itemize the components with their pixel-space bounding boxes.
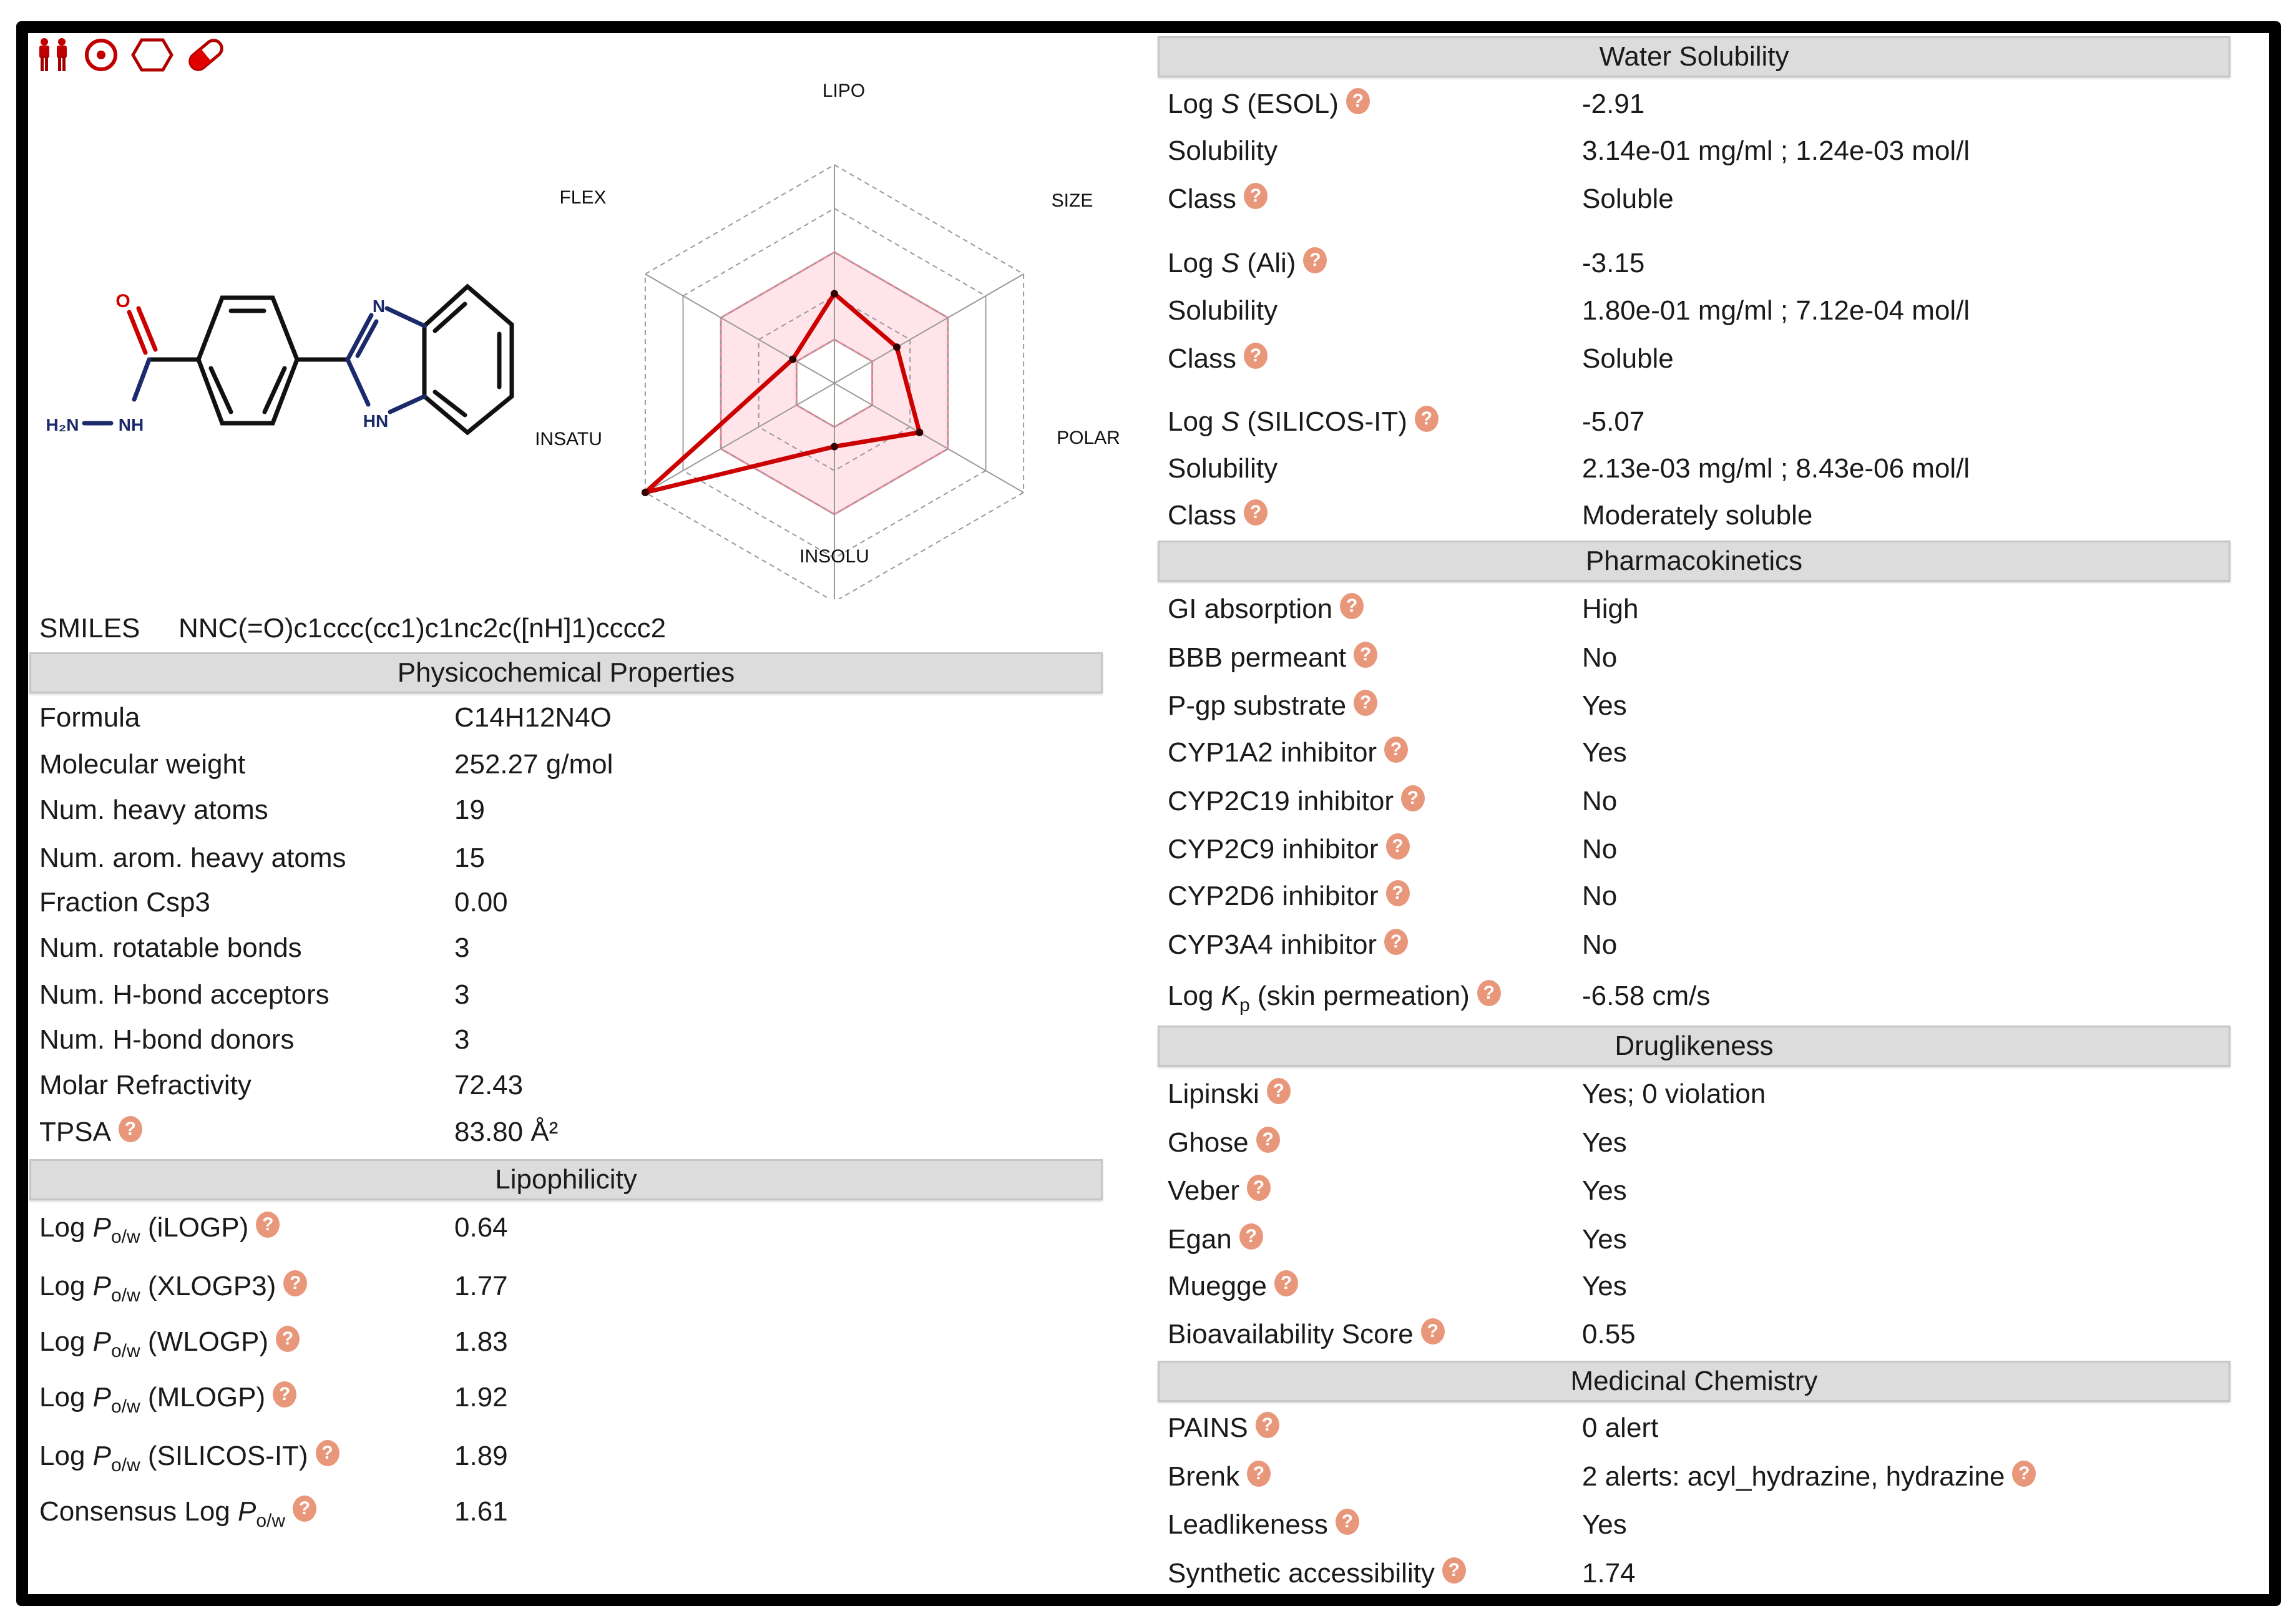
property-label-lipinski: Lipinski ? xyxy=(1168,1077,1291,1111)
help-icon[interactable]: ? xyxy=(119,1116,142,1142)
property-label-solubility: Solubility xyxy=(1168,295,1278,326)
radar-label-insolu: INSOLU xyxy=(799,546,869,567)
radar-label-insatu: INSATU xyxy=(535,429,602,449)
property-value-ghose: Yes xyxy=(1582,1127,1627,1158)
property-value-cyp1a2-inhibitor: Yes xyxy=(1582,737,1627,768)
help-icon[interactable]: ? xyxy=(1247,1461,1271,1487)
property-label-p-gp-substrate: P-gp substrate ? xyxy=(1168,689,1377,723)
help-icon[interactable]: ? xyxy=(1442,1557,1466,1584)
property-label-molar-refractivity: Molar Refractivity xyxy=(39,1070,252,1100)
property-label-log-s-silicos-it: Log S (SILICOS-IT) ? xyxy=(1168,405,1439,439)
help-icon[interactable]: ? xyxy=(1244,343,1268,369)
property-value-bbb-permeant: No xyxy=(1582,642,1618,673)
property-label-log-s-esol: Log S (ESOL) ? xyxy=(1168,87,1370,121)
help-icon[interactable]: ? xyxy=(1401,785,1425,811)
help-icon[interactable]: ? xyxy=(1244,183,1268,209)
property-value-log-kp-skin-permeation: -6.58 cm/s xyxy=(1582,981,1711,1011)
help-icon[interactable]: ? xyxy=(273,1381,296,1408)
property-value-fraction-csp3: 0.00 xyxy=(454,887,508,918)
smiles-value: NNC(=O)c1ccc(cc1)c1nc2c([nH]1)cccc2 xyxy=(178,613,667,644)
property-label-num-rotatable-bonds: Num. rotatable bonds xyxy=(39,933,302,963)
help-icon[interactable]: ? xyxy=(1477,980,1501,1006)
property-value-gi-absorption: High xyxy=(1582,594,1639,624)
help-icon[interactable]: ? xyxy=(1421,1318,1445,1344)
help-icon[interactable]: ? xyxy=(1336,1509,1359,1535)
help-icon[interactable]: ? xyxy=(1274,1270,1298,1296)
property-label-num-arom-heavy-atoms: Num. arom. heavy atoms xyxy=(39,843,346,873)
help-icon[interactable]: ? xyxy=(1303,247,1327,273)
property-label-consensus-log-po-w: Consensus Log $P_{o/w}$? xyxy=(39,1495,316,1538)
atom-nh: NH xyxy=(118,415,144,434)
help-icon[interactable]: ? xyxy=(1340,593,1364,619)
help-icon[interactable]: ? xyxy=(1386,833,1410,859)
property-label-ghose: Ghose ? xyxy=(1168,1126,1280,1160)
help-icon[interactable]: ? xyxy=(1267,1078,1291,1104)
property-value-lipinski: Yes; 0 violation xyxy=(1582,1079,1766,1109)
help-icon[interactable]: ? xyxy=(1256,1412,1279,1438)
property-value-veber: Yes xyxy=(1582,1175,1627,1206)
radar-label-lipo: LIPO xyxy=(822,81,866,101)
property-value-log-po-w-mlogp: 1.92 xyxy=(454,1382,508,1413)
property-value-log-s-ali: -3.15 xyxy=(1582,248,1645,278)
atom-ring-hn: HN xyxy=(363,411,389,431)
property-label-class: Class ? xyxy=(1168,342,1268,376)
property-value-num-heavy-atoms: 19 xyxy=(454,795,485,825)
property-value-consensus-log-po-w: 1.61 xyxy=(454,1496,508,1527)
property-label-egan: Egan ? xyxy=(1168,1223,1263,1256)
section-header-medicinal-chemistry: Medicinal Chemistry xyxy=(1158,1361,2230,1402)
property-label-leadlikeness: Leadlikeness ? xyxy=(1168,1508,1359,1542)
property-value-cyp3a4-inhibitor: No xyxy=(1582,929,1618,960)
property-value-leadlikeness: Yes xyxy=(1582,1509,1627,1540)
help-icon[interactable]: ? xyxy=(1386,880,1410,906)
property-value-log-po-w-wlogp: 1.83 xyxy=(454,1326,508,1357)
property-value-egan: Yes xyxy=(1582,1224,1627,1255)
property-value-log-po-w-silicos-it: 1.89 xyxy=(454,1441,508,1471)
radar-label-flex: FLEX xyxy=(559,187,607,208)
property-value-tpsa: 83.80 Å² xyxy=(454,1117,559,1147)
property-value-log-s-silicos-it: -5.07 xyxy=(1582,406,1645,437)
help-icon[interactable]: ? xyxy=(1354,642,1377,668)
property-value-solubility: 1.80e-01 mg/ml ; 7.12e-04 mol/l xyxy=(1582,295,1970,326)
help-icon[interactable]: ? xyxy=(276,1326,300,1352)
property-label-log-po-w-mlogp: Log $P_{o/w}$ (MLOGP) ? xyxy=(39,1381,296,1424)
help-icon[interactable]: ? xyxy=(1247,1175,1271,1201)
property-label-log-po-w-wlogp: Log $P_{o/w}$ (WLOGP) ? xyxy=(39,1325,300,1368)
property-label-pains: PAINS ? xyxy=(1168,1411,1279,1445)
help-icon[interactable]: ? xyxy=(1239,1223,1263,1250)
section-header-druglikeness: Druglikeness xyxy=(1158,1026,2230,1067)
property-value-molecular-weight: 252.27 g/mol xyxy=(454,749,613,780)
property-label-num-heavy-atoms: Num. heavy atoms xyxy=(39,795,268,825)
property-value-class: Soluble xyxy=(1582,343,1674,374)
property-label-synthetic-accessibility: Synthetic accessibility ? xyxy=(1168,1557,1466,1590)
property-label-cyp2d6-inhibitor: CYP2D6 inhibitor ? xyxy=(1168,879,1410,913)
help-icon[interactable]: ? xyxy=(1354,690,1377,716)
section-header-pharmacokinetics: Pharmacokinetics xyxy=(1158,541,2230,582)
property-label-bioavailability-score: Bioavailability Score ? xyxy=(1168,1318,1445,1351)
help-icon[interactable]: ? xyxy=(1384,737,1408,763)
property-value-num-rotatable-bonds: 3 xyxy=(454,933,470,963)
help-icon[interactable]: ? xyxy=(1384,929,1408,955)
help-icon[interactable]: ? xyxy=(1244,499,1268,526)
radar-label-size: SIZE xyxy=(1051,190,1093,211)
property-label-gi-absorption: GI absorption ? xyxy=(1168,592,1364,626)
property-label-cyp2c19-inhibitor: CYP2C19 inhibitor ? xyxy=(1168,785,1425,818)
property-value-solubility: 3.14e-01 mg/ml ; 1.24e-03 mol/l xyxy=(1582,135,1970,166)
property-value-formula: C14H12N4O xyxy=(454,702,612,733)
property-label-cyp2c9-inhibitor: CYP2C9 inhibitor ? xyxy=(1168,833,1410,866)
property-value-log-s-esol: -2.91 xyxy=(1582,89,1645,119)
help-icon[interactable]: ? xyxy=(256,1212,280,1238)
property-label-molecular-weight: Molecular weight xyxy=(39,749,246,780)
property-value-cyp2c19-inhibitor: No xyxy=(1582,786,1618,816)
property-label-solubility: Solubility xyxy=(1168,453,1278,484)
atom-h2n: H₂N xyxy=(46,415,79,434)
property-value-num-h-bond-donors: 3 xyxy=(454,1024,470,1055)
property-label-num-h-bond-acceptors: Num. H-bond acceptors xyxy=(39,979,330,1010)
property-value-num-arom-heavy-atoms: 15 xyxy=(454,843,485,873)
property-label-bbb-permeant: BBB permeant ? xyxy=(1168,641,1377,675)
atom-oxygen: O xyxy=(115,291,130,311)
help-icon[interactable]: ? xyxy=(293,1496,316,1522)
property-label-veber: Veber ? xyxy=(1168,1174,1271,1208)
help-icon[interactable]: ? xyxy=(316,1440,340,1466)
property-label-log-po-w-xlogp3: Log $P_{o/w}$ (XLOGP3) ? xyxy=(39,1270,307,1313)
help-icon[interactable]: ? xyxy=(283,1270,307,1296)
property-value-num-h-bond-acceptors: 3 xyxy=(454,979,470,1010)
property-label-log-po-w-ilogp: Log $P_{o/w}$ (iLOGP) ? xyxy=(39,1211,280,1254)
property-label-cyp3a4-inhibitor: CYP3A4 inhibitor ? xyxy=(1168,928,1408,962)
property-label-log-s-ali: Log S (Ali) ? xyxy=(1168,247,1327,280)
radar-label-polar: POLAR xyxy=(1057,428,1120,448)
property-label-log-po-w-silicos-it: Log $P_{o/w}$ (SILICOS-IT) ? xyxy=(39,1439,340,1482)
property-label-formula: Formula xyxy=(39,702,140,733)
atom-ring-n: N xyxy=(372,296,386,316)
property-label-class: Class ? xyxy=(1168,499,1268,532)
property-value-log-po-w-ilogp: 0.64 xyxy=(454,1212,508,1243)
property-value-muegge: Yes xyxy=(1582,1271,1627,1301)
property-label-num-h-bond-donors: Num. H-bond donors xyxy=(39,1024,295,1055)
property-label-brenk: Brenk ? xyxy=(1168,1460,1271,1494)
property-value-solubility: 2.13e-03 mg/ml ; 8.43e-06 mol/l xyxy=(1582,453,1970,484)
property-label-log-kp-skin-permeation: Log $K_p$ (skin permeation) ? xyxy=(1168,979,1501,1022)
property-value-class: Soluble xyxy=(1582,184,1674,214)
property-value-molar-refractivity: 72.43 xyxy=(454,1070,524,1100)
property-label-class: Class ? xyxy=(1168,182,1268,216)
smiles-label: SMILES xyxy=(39,613,140,644)
bioavailability-radar xyxy=(0,0,1155,599)
property-label-solubility: Solubility xyxy=(1168,135,1278,166)
property-value-pains: 0 alert xyxy=(1582,1413,1659,1443)
property-value-cyp2c9-inhibitor: No xyxy=(1582,834,1618,864)
property-label-muegge: Muegge ? xyxy=(1168,1270,1298,1303)
help-icon[interactable]: ? xyxy=(1346,88,1370,114)
property-value-log-po-w-xlogp3: 1.77 xyxy=(454,1271,508,1301)
property-value-synthetic-accessibility: 1.74 xyxy=(1582,1558,1636,1589)
section-header-water-solubility: Water Solubility xyxy=(1158,36,2230,77)
property-label-cyp1a2-inhibitor: CYP1A2 inhibitor ? xyxy=(1168,736,1408,770)
property-value-cyp2d6-inhibitor: No xyxy=(1582,881,1618,911)
section-header-physicochemical-properties: Physicochemical Properties xyxy=(29,652,1103,693)
help-icon[interactable]: ? xyxy=(1256,1127,1280,1153)
property-value-brenk: 2 alerts: acyl_hydrazine, hydrazine ? xyxy=(1582,1460,2036,1494)
property-value-class: Moderately soluble xyxy=(1582,500,1813,531)
property-value-bioavailability-score: 0.55 xyxy=(1582,1319,1636,1349)
property-label-tpsa: TPSA ? xyxy=(39,1115,142,1149)
help-icon[interactable]: ? xyxy=(1415,406,1439,432)
help-icon[interactable]: ? xyxy=(2012,1461,2036,1487)
property-label-fraction-csp3: Fraction Csp3 xyxy=(39,887,210,918)
property-value-p-gp-substrate: Yes xyxy=(1582,690,1627,721)
section-header-lipophilicity: Lipophilicity xyxy=(29,1159,1103,1200)
